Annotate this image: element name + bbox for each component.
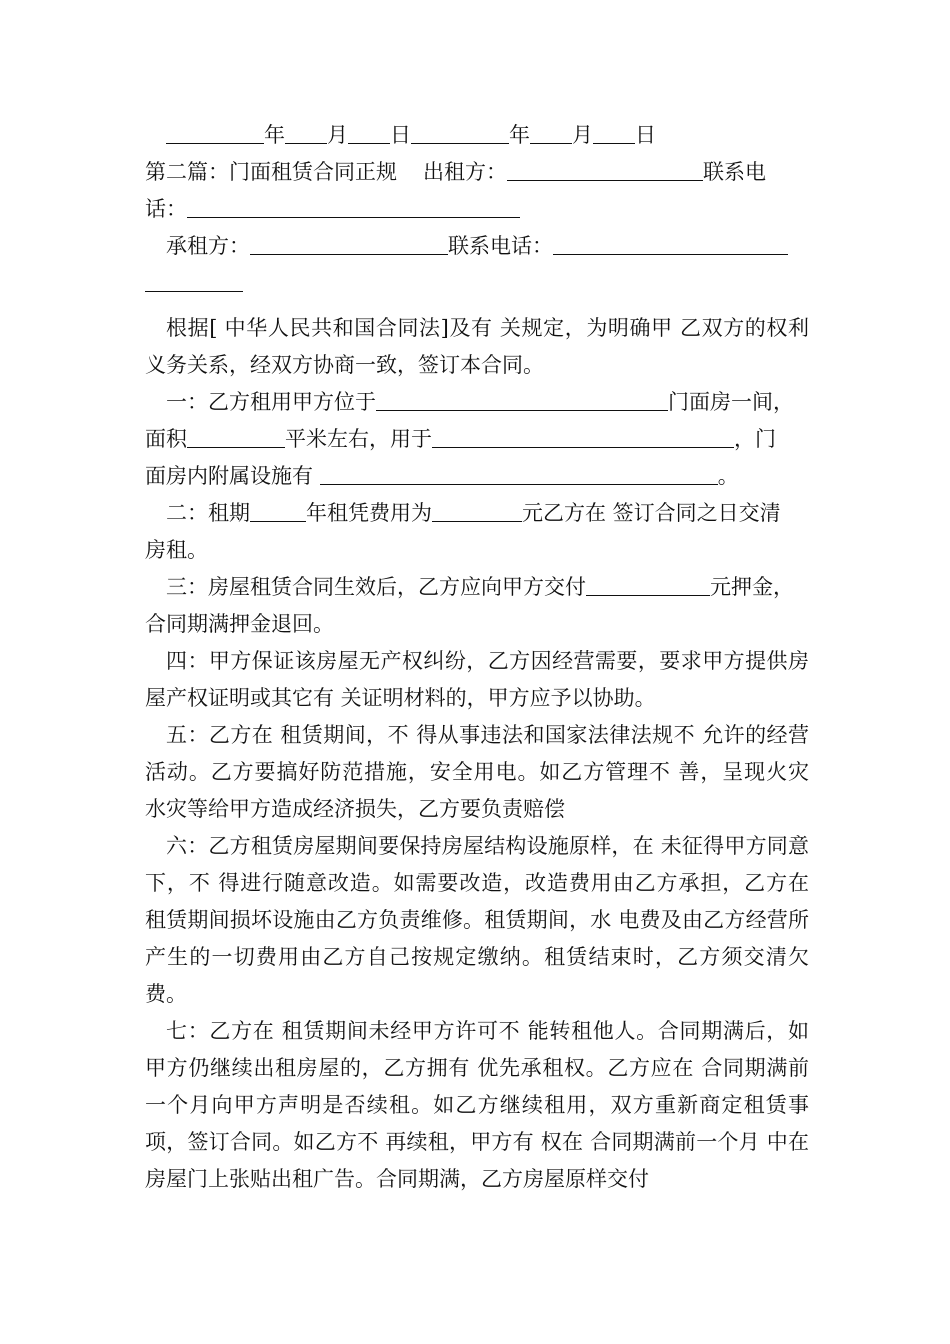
blank-rent-amount — [432, 499, 522, 522]
lessor-label: 出租方： — [423, 160, 507, 184]
clause-1-line-1: 一：乙方租用甲方位于 门面房一间， — [166, 390, 794, 414]
blank-lessor-phone — [187, 195, 520, 218]
blank-facilities — [320, 462, 718, 485]
clause-4: 四：甲方保证该房屋无产权纠纷，乙方因经营需要，要求甲方提供房屋产权证明或其它有 关证明材料的，甲方应予以协助。 — [145, 649, 809, 710]
section-title: 第二篇：门面租赁合同正规 — [145, 160, 397, 184]
blank-location — [376, 388, 668, 411]
lessee-label: 承租方： — [166, 234, 250, 258]
contract-document — [145, 117, 809, 1198]
clause-3-line-1: 三：房屋租赁合同生效后，乙方应向甲方交付 元押金， — [166, 575, 794, 599]
lessee-phone-line-2 — [145, 265, 809, 302]
clause-2-line-2: 房租。 — [145, 538, 208, 562]
blank-term-years — [250, 499, 306, 522]
blank-lessor — [507, 158, 703, 181]
blank-deposit — [586, 573, 710, 596]
lessor-phone-line: 话： — [145, 191, 809, 228]
blank-usage — [432, 425, 734, 448]
clause-2-line-1: 二：租期 年租凭费用为 元乙方在 签订合同之日交清 — [166, 501, 781, 525]
blank-year-1 — [166, 121, 264, 144]
blank-lessee-phone-b — [145, 269, 243, 292]
lessee-line: 承租方： 联系电话： — [145, 228, 809, 265]
blank-month-1 — [285, 121, 327, 144]
clause-3-line-2: 合同期满押金退回。 — [145, 612, 334, 636]
clause-5: 五：乙方在 租赁期间，不 得从事违法和国家法律法规不 允许的经营活动。乙方要搞好防范措施，安全用电。如乙方管理不 善，呈现火灾 水灾等给甲方造成经济损失，乙方要负责赔偿 — [145, 723, 809, 821]
date-line: 年 月 日 年 月 日 — [145, 117, 809, 154]
blank-area — [187, 425, 285, 448]
blank-day-2 — [593, 121, 635, 144]
clause-1-line-2: 面积 平米左右，用于 ，门 — [145, 427, 776, 451]
blank-lessee — [250, 232, 448, 255]
title-lessor-line: 第二篇：门面租赁合同正规 出租方： 联系电 — [145, 160, 766, 184]
blank-year-2 — [411, 121, 509, 144]
clause-1-line-3: 面房内附属设施有 。 — [145, 464, 739, 488]
blank-month-2 — [530, 121, 572, 144]
blank-day-1 — [348, 121, 390, 144]
paragraph-preamble: 根据[ 中华人民共和国合同法]及有 关规定，为明确甲 乙双方的权利义务关系，经双方协商一致，签订本合同。 — [145, 316, 809, 377]
clause-6: 六：乙方租赁房屋期间要保持房屋结构设施原样，在 未征得甲方同意下，不 得进行随意改造。如需要改造，改造费用由乙方承担，乙方在 租赁期间损坏设施由乙方负责维修。租赁期间，水 电费及由乙方经营所产生的一切费用由乙方自己按规定缴纳。租赁结束时，乙方须交清欠费。 — [145, 834, 809, 1006]
clause-7: 七：乙方在 租赁期间未经甲方许可不 能转租他人。合同期满后，如甲方仍继续出租房屋的，乙方拥有 优先承租权。乙方应在 合同期满前一个月向甲方声明是否续租。如乙方继续租用，双方重新商定租赁事项，签订合同。如乙方不 再续租，甲方有 权在 合同期满前一个月 中在 房屋门上张贴出租广告。合同期满，乙方房屋原样交付 — [145, 1019, 809, 1191]
blank-lessee-phone-a — [553, 232, 788, 255]
